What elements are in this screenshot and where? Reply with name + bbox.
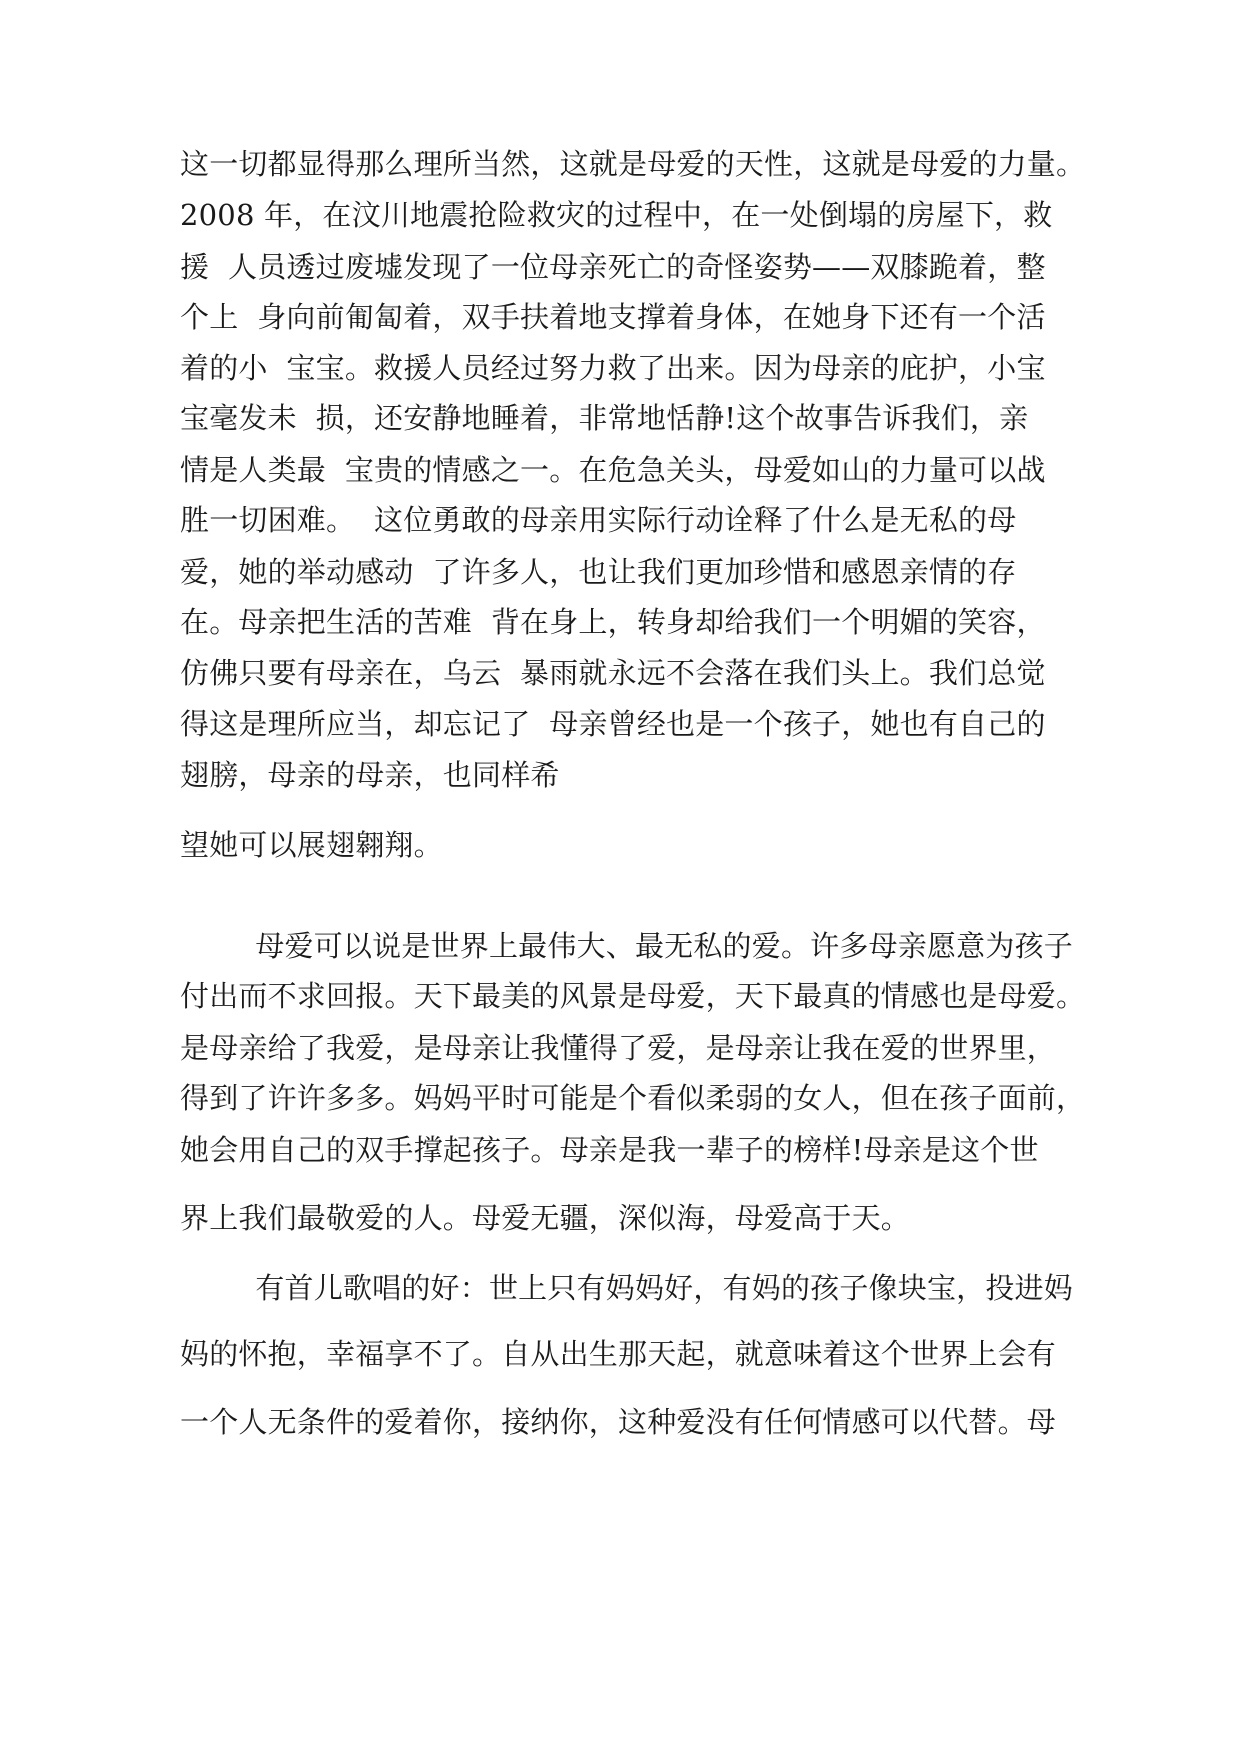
text-line: 得到了许许多多。妈妈平时可能是个看似柔弱的女人，但在孩子面前， [180, 1081, 1086, 1115]
text-line: 着的小 宝宝。救援人员经过努力救了出来。因为母亲的庇护，小宝 [180, 351, 1046, 385]
text-line: 得这是理所应当，却忘记了 母亲曾经也是一个孩子，她也有自己的 [180, 707, 1046, 741]
text-line: 个上 身向前匍匐着，双手扶着地支撑着身体，在她身下还有一个活 [180, 300, 1046, 334]
paragraph-start-line: 母爱可以说是世界上最伟大、最无私的爱。许多母亲愿意为孩子 [180, 929, 1073, 963]
text-line: 2008 年，在汶川地震抢险救灾的过程中，在一处倒塌的房屋下，救 [180, 198, 1053, 232]
text-line: 援 人员透过废墟发现了一位母亲死亡的奇怪姿势——双膝跪着，整 [180, 250, 1046, 284]
text-line: 是母亲给了我爱，是母亲让我懂得了爱，是母亲让我在爱的世界里， [180, 1031, 1057, 1065]
text-line: 望她可以展翅翱翔。 [180, 828, 443, 862]
text-line: 界上我们最敬爱的人。母爱无疆，深似海，母爱高于天。 [180, 1201, 911, 1235]
text-line: 仿佛只要有母亲在，乌云 暴雨就永远不会落在我们头上。我们总觉 [180, 656, 1046, 690]
text-line: 她会用自己的双手撑起孩子。母亲是我一辈子的榜样!母亲是这个世 [180, 1133, 1039, 1167]
text-line: 在。母亲把生活的苦难 背在身上，转身却给我们一个明媚的笑容， [180, 605, 1046, 639]
text-line: 妈的怀抱，幸福享不了。自从出生那天起，就意味着这个世界上会有 [180, 1337, 1057, 1371]
text-line: 翅膀，母亲的母亲，也同样希 [180, 758, 560, 792]
text-line: 爱，她的举动感动 了许多人，也让我们更加珍惜和感恩亲情的存 [180, 555, 1017, 589]
text-line: 付出而不求回报。天下最美的风景是母爱，天下最真的情感也是母爱。 [180, 979, 1086, 1013]
text-line: 宝毫发未 损，还安静地睡着，非常地恬静!这个故事告诉我们，亲 [180, 401, 1029, 435]
text-line: 一个人无条件的爱着你，接纳你，这种爱没有任何情感可以代替。母 [180, 1405, 1057, 1439]
paragraph-start-line: 有首儿歌唱的好：世上只有妈妈好，有妈的孩子像块宝，投进妈 [180, 1271, 1073, 1305]
text-line: 这一切都显得那么理所当然，这就是母爱的天性，这就是母爱的力量。 [180, 147, 1086, 181]
text-line: 情是人类最 宝贵的情感之一。在危急关头，母爱如山的力量可以战 [180, 453, 1046, 487]
text-line: 胜一切困难。 这位勇敢的母亲用实际行动诠释了什么是无私的母 [180, 503, 1017, 537]
